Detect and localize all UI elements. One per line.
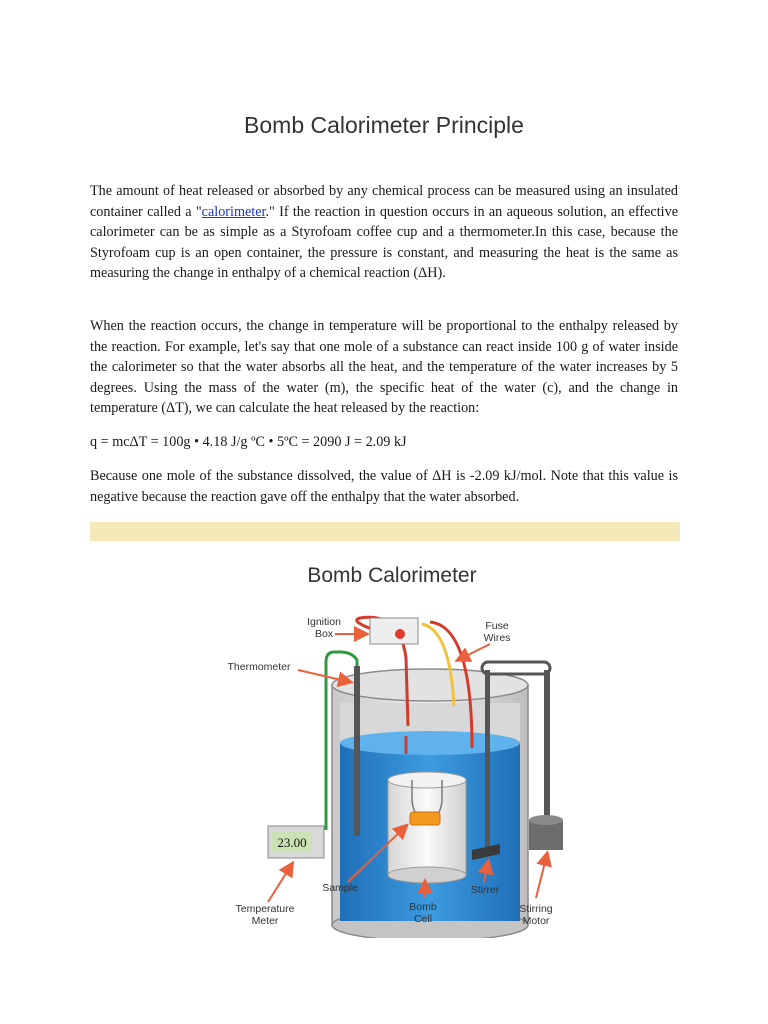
diagram-title: Bomb Calorimeter — [307, 564, 477, 587]
paragraph-text: ." If the reaction in question occurs in an aqueous solution, an effective calorimeter can be as simple as a Styrofoam coffee cup and a thermometer.In this case, because the Styrofoam cup is an open container, the pressure is constant, and measuring the heat is the same as measuring the change in enthalpy of a chemical reaction (ΔH). — [90, 203, 678, 282]
thermometer-arrow — [298, 670, 350, 682]
bomb-cell-top — [388, 772, 466, 788]
temp-meter-arrow — [268, 864, 292, 902]
label-stirrer: Stirrer — [470, 884, 500, 896]
sample-cup — [410, 812, 440, 825]
label-stirring-motor: Stirring — [519, 903, 553, 915]
thermometer — [354, 666, 360, 836]
paragraph-enthalpy-sign: Because one mole of the substance dissolved, the value of ΔH is -2.09 kJ/mol. Note that this value is negative because the reaction gave off the enthalpy that the water absorbed. — [90, 468, 678, 505]
ignition-button — [395, 629, 405, 639]
paragraph-text: The amount of heat released or absorbed by any chemical process can be measured using an insulated container called a " — [90, 183, 678, 220]
bomb-cell-body — [388, 780, 466, 875]
label-bomb-cell: Bomb — [409, 901, 437, 913]
stirring-motor-top — [529, 815, 563, 825]
stirrer-shaft — [485, 670, 490, 852]
highlight-band — [90, 522, 680, 541]
label-fuse: Fuse — [485, 620, 509, 632]
motor-arrow — [536, 854, 547, 898]
label-thermometer: Thermometer — [227, 661, 291, 673]
label-ignition: Ignition — [307, 616, 341, 628]
ignition-box — [370, 618, 418, 644]
label-stirring-motor: Motor — [522, 915, 550, 927]
bomb-calorimeter-diagram — [200, 548, 580, 938]
label-sample: Sample — [322, 882, 358, 894]
page-title: Bomb Calorimeter Principle — [244, 112, 524, 138]
paragraph-reaction-example: When the reaction occurs, the change in temperature will be proportional to the enthalpy released by the reaction. For example, let's say that one mole of a substance can react inside 100 g of water inside the calorimeter so that the water absorbs all the heat, and the temperature of the water increases by 5 degrees. Using the mass of the water (m), the specific heat of the water (c), and the change in temperature (ΔT), we can calculate the heat released by the reaction: — [90, 318, 678, 417]
stirrer-pulley-belt — [482, 662, 550, 674]
label-temperature-meter: Temperature — [235, 903, 295, 915]
heat-equation: q = mcΔT = 100g • 4.18 J/g ºC • 5ºC = 2090 J = 2.09 kJ — [90, 434, 407, 450]
label-fuse: Wires — [483, 632, 511, 644]
label-bomb-cell: Cell — [413, 913, 433, 925]
calorimeter-link[interactable]: calorimeter — [201, 203, 266, 220]
fuse-arrow — [458, 644, 490, 660]
water-surface — [340, 731, 520, 755]
bomb-cell-bottom — [388, 867, 466, 883]
motor-post — [544, 670, 550, 822]
meter-reading: 23.00 — [277, 835, 307, 850]
label-ignition: Box — [314, 628, 334, 640]
paragraph-calorimeter-intro — [90, 181, 678, 284]
label-temperature-meter: Meter — [251, 915, 279, 927]
